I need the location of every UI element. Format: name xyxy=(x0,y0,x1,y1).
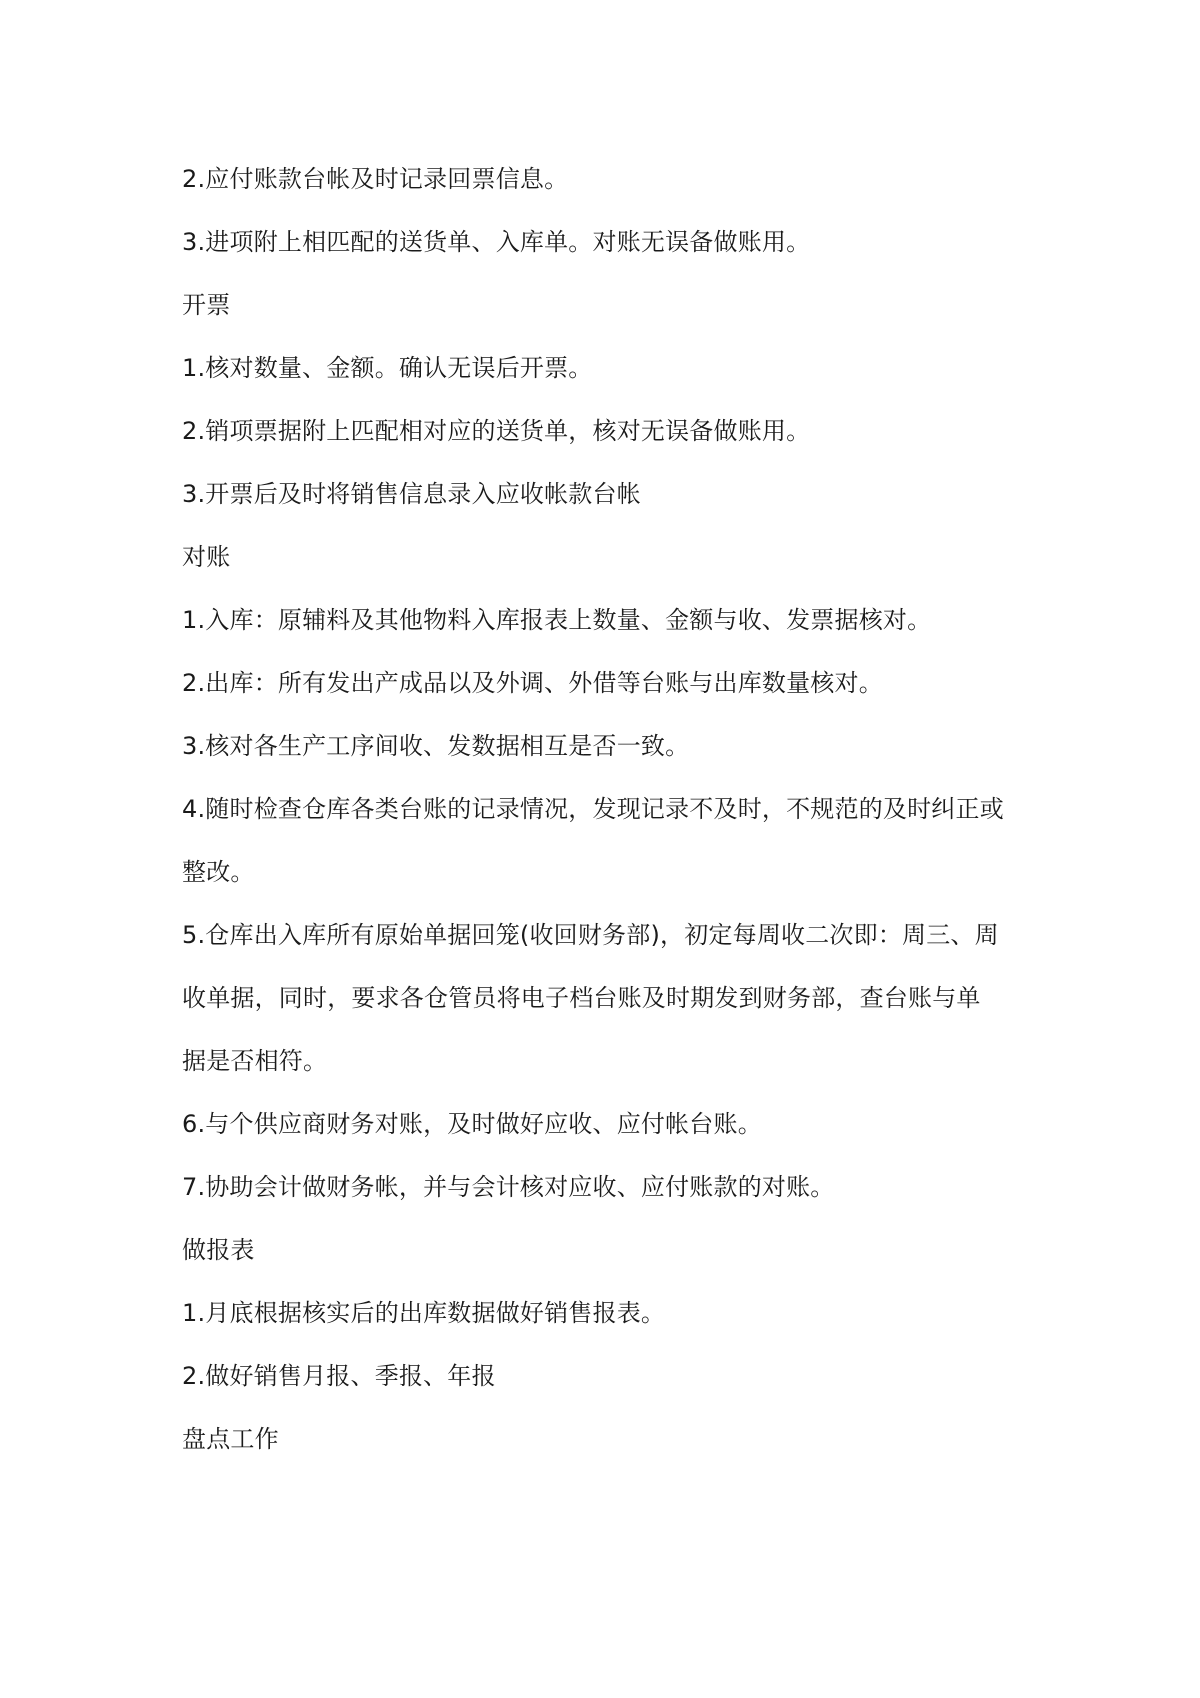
text-line: 4.随时检查仓库各类台账的记录情况，发现记录不及时，不规范的及时纠正或 xyxy=(182,795,1004,823)
text-line: 收单据，同时，要求各仓管员将电子档台账及时期发到财务部，查台账与单 xyxy=(182,984,981,1012)
text-line: 7.协助会计做财务帐，并与会计核对应收、应付账款的对账。 xyxy=(182,1173,835,1201)
section-heading: 盘点工作 xyxy=(182,1425,279,1453)
section-heading: 开票 xyxy=(182,291,231,319)
text-line: 整改。 xyxy=(182,858,255,886)
text-line: 3.核对各生产工序间收、发数据相互是否一致。 xyxy=(182,732,690,760)
text-line: 2.销项票据附上匹配相对应的送货单，核对无误备做账用。 xyxy=(182,417,811,445)
text-line: 5.仓库出入库所有原始单据回笼(收回财务部)，初定每周收二次即：周三、周 xyxy=(182,921,999,949)
text-line: 2.应付账款台帐及时记录回票信息。 xyxy=(182,165,569,193)
section-heading: 对账 xyxy=(182,543,231,571)
text-line: 1.月底根据核实后的出库数据做好销售报表。 xyxy=(182,1299,666,1327)
text-line: 2.出库：所有发出产成品以及外调、外借等台账与出库数量核对。 xyxy=(182,669,883,697)
section-heading: 做报表 xyxy=(182,1236,255,1264)
text-line: 2.做好销售月报、季报、年报 xyxy=(182,1362,496,1390)
text-line: 1.核对数量、金额。确认无误后开票。 xyxy=(182,354,593,382)
text-line: 据是否相符。 xyxy=(182,1047,328,1075)
text-line: 3.开票后及时将销售信息录入应收帐款台帐 xyxy=(182,480,641,508)
text-line: 1.入库：原辅料及其他物料入库报表上数量、金额与收、发票据核对。 xyxy=(182,606,932,634)
text-line: 3.进项附上相匹配的送货单、入库单。对账无误备做账用。 xyxy=(182,228,811,256)
text-line: 6.与个供应商财务对账，及时做好应收、应付帐台账。 xyxy=(182,1110,762,1138)
